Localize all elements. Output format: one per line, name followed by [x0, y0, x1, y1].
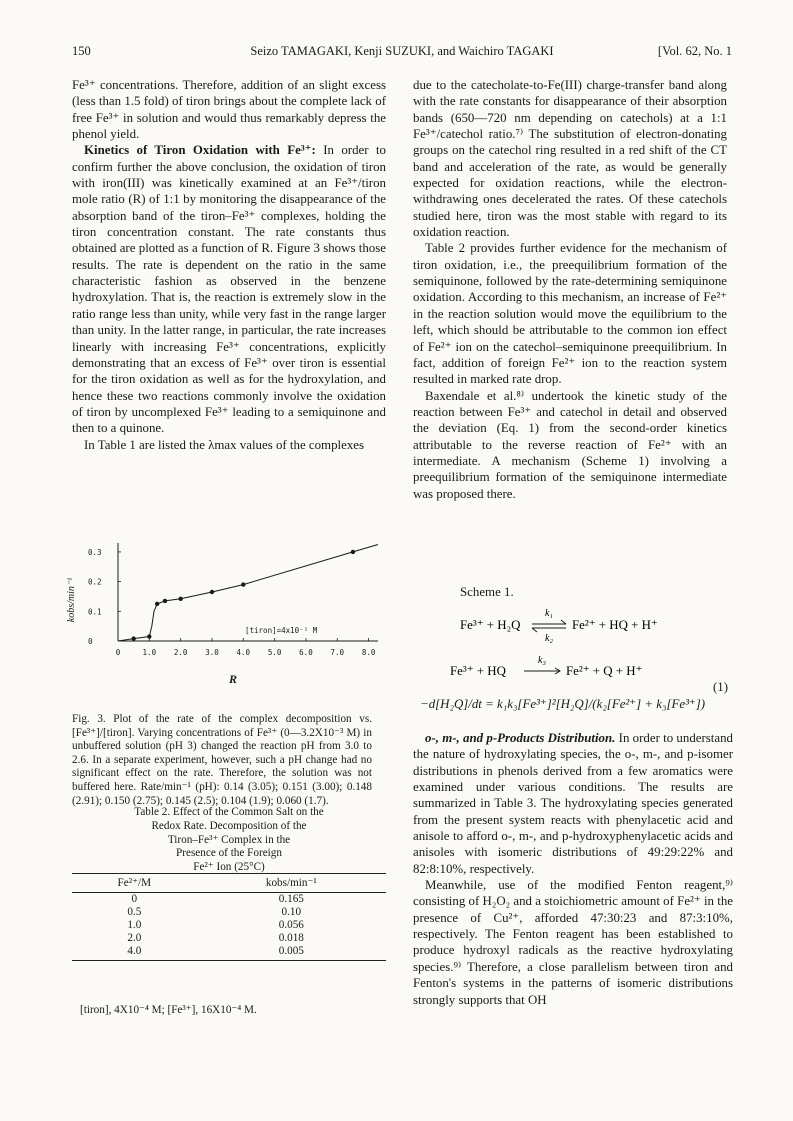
paragraph	[72, 142, 386, 436]
scheme-equation-2	[450, 653, 710, 683]
volume-info: [Vol. 62, No. 1	[657, 44, 732, 58]
page-number: 150	[72, 44, 91, 58]
table-caption-line: Table 2. Effect of the Common Salt on the	[134, 806, 324, 818]
left-column-text	[72, 77, 386, 453]
forward-arrow-head	[561, 620, 566, 624]
x-tick-label: 8.0	[361, 648, 376, 657]
table-cell: 0.005	[197, 945, 386, 961]
table-row	[72, 932, 386, 945]
y-tick-label: 0	[88, 637, 93, 646]
running-authors: Seizo TAMAGAKI, Kenji SUZUKI, and Waichiro TAGAKI	[250, 44, 554, 58]
x-tick-label: 5.0	[267, 648, 282, 657]
table-cell: 0.018	[278, 932, 304, 944]
chart-axes	[88, 543, 378, 657]
running-header	[72, 44, 732, 62]
table-row	[72, 945, 386, 961]
y-tick-label: 0.2	[88, 577, 102, 587]
section-heading: o-, m-, and p-Products Distribution.	[425, 731, 616, 745]
x-tick-label: 6.0	[299, 648, 313, 657]
paragraph-body: In order to understand the nature of hydroxylating species, the o-, m-, and p-isomer distributions in phenols derived from a few aromatics were examined under various conditions. The results are summarized in Table 3. The hydroxylating species generated from the present system reacts with phenylacetic acid and anisole to afford o-, m-, and p-hydroxyphenylacetic acids and anisoles with isomeric distributions of 49:29:22% and 82:8:10%, respectively.	[413, 731, 733, 876]
right-column-text-lower	[413, 730, 733, 1008]
x-tick-label: 4.0	[236, 648, 251, 657]
table-cell: 0.165	[278, 893, 304, 905]
table-caption-line: Tiron–Fe³⁺ Complex in the	[167, 833, 291, 846]
data-point	[131, 636, 135, 640]
right-column-text	[413, 77, 727, 502]
data-point	[210, 590, 214, 594]
table-cell: 0.10	[281, 906, 302, 918]
x-tick-label: 1.0	[142, 648, 157, 657]
y-tick-label: 0.3	[88, 547, 102, 557]
table-cell: 1.0	[127, 919, 142, 931]
rate-constant-k2: k₂	[545, 633, 553, 644]
x-axis-label: R	[228, 672, 238, 686]
paragraph: Table 2 provides further evidence for the mechanism of tiron oxidation, i.e., the preequilibrium formation of the semiquinone, followed by the rate-determining semiquinone oxidation. According to this mechanism, an increase of Fe²⁺ in the reaction solution would move the equilibrium to the left, which should be attributable to the common ion effect of Fe²⁺ ion on the catechol–semiquinone preequilibrium. In fact, addition of foreign Fe²⁺ ion to the reaction system resulted in marked rate drop.	[413, 241, 727, 387]
x-tick-label: 3.0	[205, 648, 219, 657]
equation-products: Fe²⁺ + Q + H⁺	[566, 664, 643, 678]
table-caption	[72, 806, 386, 875]
column-header: kobs/min⁻¹	[197, 874, 386, 893]
equation-number: (1)	[713, 680, 729, 694]
x-tick-label: 7.0	[330, 648, 345, 657]
data-point	[155, 602, 159, 606]
table-cell: 0.056	[278, 919, 304, 931]
paragraph: Fe³⁺ concentrations. Therefore, addition of an slight excess (less than 1.5 fold) of tiron brings about the complete lack of free Fe³⁺ in solution and would thus remarkably depress the phenol yield.	[72, 78, 386, 142]
paragraph	[413, 730, 733, 877]
x-tick-label: 0	[115, 648, 121, 657]
paragraph: Baxendale et al.⁸⁾ undertook the kinetic study of the reaction between Fe³⁺ and catechol in detail and observed the deviation (Eq. 1) from the second-order kinetics attributable to the reverse reaction of Fe²⁺ with an intermediate. A mechanism (Scheme 1) involving a preequilibrium formation of the semiquinone intermediate was proposed there.	[413, 388, 727, 501]
figure-3-chart	[60, 538, 390, 688]
x-tick-label: 2.0	[173, 648, 188, 657]
table-2	[72, 873, 386, 961]
column-header: Fe²⁺/M	[72, 874, 197, 893]
equation-products: Fe²⁺ + HQ + H⁺	[572, 618, 658, 632]
table-cell: 4.0	[72, 945, 197, 961]
table-cell: 2.0	[127, 932, 142, 944]
section-heading: Kinetics of Tiron Oxidation with Fe³⁺:	[84, 143, 316, 158]
paragraph: In Table 1 are listed the λmax values of the complexes	[84, 437, 365, 452]
paragraph-body: In order to confirm further the above conclusion, the oxidation of tiron with iron(III) was kinetically examined at an Fe³⁺/tiron mole ratio (R) of 1:1 by monitoring the disappearance of the absorption band of the tiron–Fe³⁺ complexes, holding the tiron concentration constant. The rate constants thus obtained are plotted as a function of R. Figure 3 shows those results. The rate is dependent on the ratio in the same characteristic fashion as observed in the benzene hydroxylation. That is, the reaction is extremely slow in the ratio range less than unity, while very fast in the range larger than unity. In the latter range, in particular, the rate increases linearly with increasing Fe³⁺ concentrations, explicitly demonstrating that an excess of Fe³⁺ over tiron is essential for the tiron oxidation as well as for the hydroxylation, and hence these two reactions commonly involve the oxidation of tiron by uncomplexed Fe³⁺ leading to a semiquinone and then to a quinone.	[72, 143, 386, 436]
table-caption-line: Fe²⁺ Ion (25°C)	[193, 861, 265, 874]
data-point	[178, 597, 182, 601]
scheme-label: Scheme 1.	[460, 585, 514, 599]
chart-annotation: [tiron]=4x10⁻¹ M	[245, 626, 318, 635]
y-axis-label: kobs/min⁻¹	[66, 577, 77, 623]
table-caption-line: Redox Rate. Decomposition of the	[151, 819, 307, 832]
figure-caption: Fig. 3. Plot of the rate of the complex decomposition vs. [Fe³⁺]/[tiron]. Varying concentrations of Fe³⁺ (0—3.2X10⁻³ M) in unbuffered solution (pH 3) changed the reaction pH from 3.0 to 2.6. In a separate experiment, however, such a pH change had no significant effect on the rate. Therefore, the solution was not buffered here. Rate/min⁻¹ (pH): 0.14 (3.05); 0.151 (3.00); 0.148 (2.91); 0.150 (2.75); 0.145 (2.5); 0.104 (1.9); 0.060 (1.7).	[72, 713, 372, 807]
scheme-equation-1	[460, 605, 720, 645]
data-point	[163, 599, 167, 603]
y-tick-label: 0.1	[88, 607, 102, 617]
data-point	[147, 634, 151, 638]
equation-reactants: Fe³⁺ + HQ	[450, 664, 506, 678]
rate-law-equation: −d[H₂Q]/dt = k₁k₃[Fe³⁺]²[H₂Q]/(k₂[Fe²⁺] + k₃[Fe³⁺])	[420, 697, 706, 711]
table-cell: 0	[131, 893, 138, 905]
rate-constant-k1: k₁	[545, 608, 553, 619]
table-footnote: [tiron], 4X10⁻⁴ M; [Fe³⁺], 16X10⁻⁴ M.	[80, 1004, 257, 1016]
equation-reactants: Fe³⁺ + H₂Q	[460, 618, 521, 632]
paragraph: Meanwhile, use of the modified Fenton reagent,⁹⁾ consisting of H₂O₂ and a stoichiometric amount of Fe²⁺ in the presence of Cu²⁺, afforded 47:30:23 and 87:3:10%, respectively. The Fenton reagent has been established to produce hydroxyl radicals as the reactive hydroxylating species.⁹⁾ Therefore, a close parallelism between tiron and Fenton's systems in the patterns of isomeric distributions strongly supports that OH	[413, 878, 733, 1007]
paragraph: due to the catecholate-to-Fe(III) charge-transfer band along with the rate constants for disappearance of their absorption bands (650—720 nm depending on catechols) at a 1:1 Fe³⁺/catechol ratio.⁷⁾ The substitution of electron-donating groups on the catechol ring resulted in a red shift of the CT band and acceleration of the rate, as would be generally expected for oxidation reactions, while the electron-withdrawing ones decelerated the rates. Of these catechols studied here, tiron was the most stable with regard to its oxidation reaction.	[413, 78, 727, 240]
rate-constant-k3: k₃	[538, 655, 546, 666]
table-row	[72, 919, 386, 932]
table-row	[72, 893, 386, 907]
reverse-arrow-head	[532, 628, 537, 632]
table-row	[72, 906, 386, 919]
table-cell: 0.5	[127, 906, 142, 918]
chart-points	[131, 550, 355, 641]
data-point	[241, 582, 245, 586]
table-header-row	[72, 874, 386, 893]
table-caption-line: Presence of the Foreign	[176, 847, 282, 860]
data-point	[351, 550, 355, 554]
